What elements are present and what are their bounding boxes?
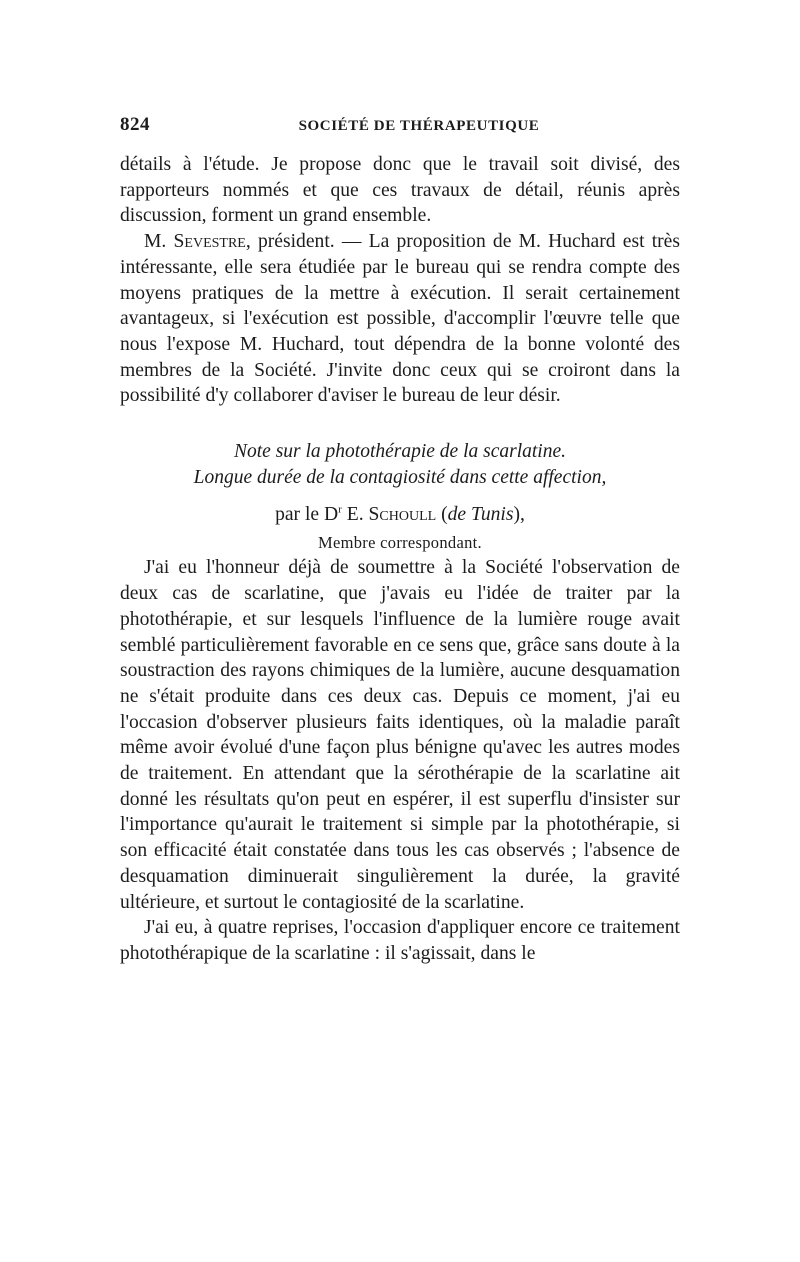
paragraph-continuation: détails à l'étude. Je propose donc que le travail soit divisé, des rapporteurs nommés et que ces travaux de détail, réunis après discussion, forment un grand ensemble. — [120, 154, 680, 227]
page-number: 824 — [120, 114, 150, 135]
article-byline — [120, 502, 680, 528]
byline-paren-open: ( — [436, 504, 448, 526]
byline-initial: E. — [341, 504, 369, 526]
author-name: Schoull — [368, 504, 437, 526]
paragraph-president-remarks — [120, 229, 680, 409]
article-title-line-2: Longue durée de la contagiosité dans cette affection, — [193, 466, 607, 488]
byline-paren-close: ), — [513, 504, 525, 526]
speaker-name: Sevestre — [173, 231, 246, 253]
page-body — [120, 152, 680, 967]
page-header — [120, 114, 678, 144]
article-title-block — [120, 439, 680, 555]
byline-sup: r — [338, 503, 342, 516]
article-title-line-1: Note sur la photothérapie de la scarlatine. — [233, 441, 566, 463]
paragraph-article-body-1: J'ai eu l'honneur déjà de soumettre à la Société l'observation de deux cas de scarlatine, que j'avais eu l'idée de traiter par la photothérapie, et sur lesquels l'influence de la lumière rouge avait semblé particulièrement favorable en ce sens que, grâce sans doute à la soustraction des rayons chimiques de la lumière, aucune desquamation ne s'était produite dans ces deux cas. Depuis ce moment, j'ai eu l'occasion d'observer plusieurs faits identiques, où la maladie paraît même avoir évolué d'une façon plus bénigne qu'avec les autres modes de traitement. En attendant que la sérothérapie de la scarlatine ait donné les résultats qu'on peut en espérer, il est superflu d'insister sur l'importance qu'aurait le traitement si simple par la photothérapie, si son efficacité était constatée dans tous les cas observés ; l'absence de desquamation diminuerait singulièrement la durée, la gravité ultérieure, et surtout le contagiosité de la scarlatine. — [120, 557, 680, 913]
byline-prefix: par le D — [275, 504, 339, 526]
running-head: SOCIÉTÉ DE THÉRAPEUTIQUE — [298, 118, 540, 134]
paragraph-article-body-2: J'ai eu, à quatre reprises, l'occasion d'appliquer encore ce traitement photothérapique de la scarlatine : il s'agissait, dans le — [120, 917, 680, 964]
remarks-text: , président. — La proposition de M. Huchard est très intéressante, elle sera étudiée par le bureau qui se rendra compte des moyens pratiques de la mettre à exécution. Il serait certainement avantageux, si l'exécution est possible, d'accomplir l'œuvre telle que nous l'expose M. Huchard, tout dépendra de la bonne volonté des membres de la Société. J'invite donc ceux qui se croiront dans la possibilité d'y collaborer d'aviser le bureau de leur désir. — [120, 231, 680, 407]
speaker-prefix: M. — [144, 231, 174, 253]
author-membership: Membre correspondant. — [318, 532, 482, 552]
author-place: de Tunis — [447, 504, 514, 526]
